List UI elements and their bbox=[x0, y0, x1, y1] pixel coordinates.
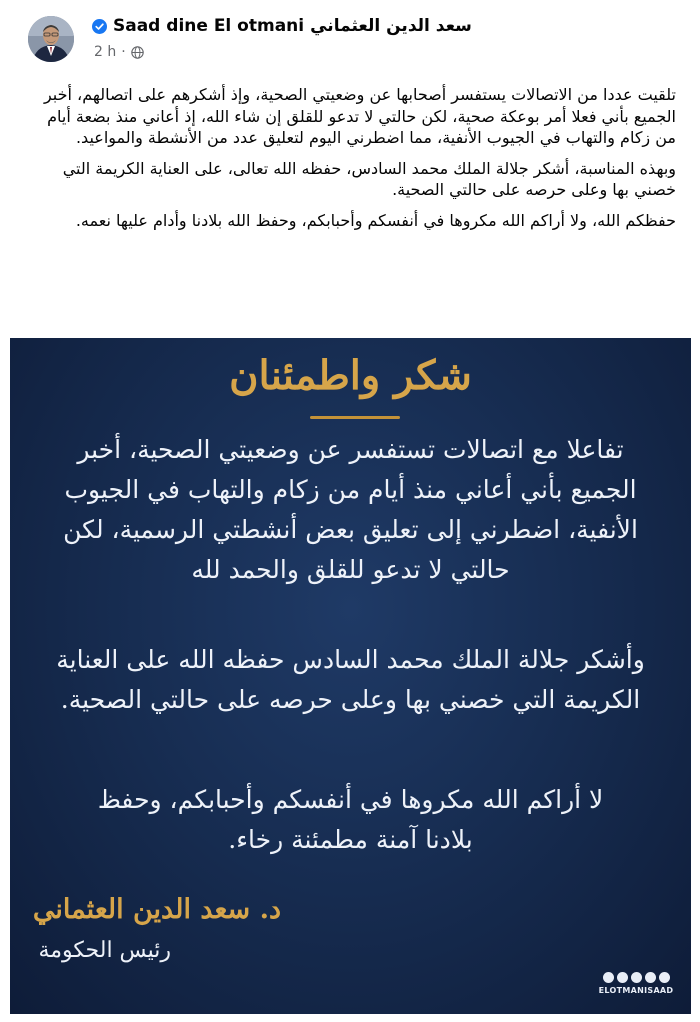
image-content bbox=[10, 338, 691, 1014]
post-paragraph: تلقيت عددا من الاتصالات يستفسر أصحابها عن وضعيتي الصحية، وإذ أشكرهم على اتصالهم، أخبر الجميع بأني فعلا أمر بوعكة صحية، لكن حالتي لا تدعو للقلق إن شاء الله، إذ أعاني منذ بضعة أيام من زكام والتهاب في الجيوب الأنفية، مما اضطرني اليوم لتعليق عدد من الأنشطة والمواعيد. bbox=[43, 85, 676, 147]
image-line: حالتي لا تدعو للقلق والحمد لله bbox=[191, 555, 510, 584]
signature-title: رئيس الحكومة bbox=[38, 938, 171, 963]
avatar-photo bbox=[28, 16, 74, 62]
post-meta bbox=[94, 44, 144, 60]
twitter-icon bbox=[617, 972, 628, 983]
post-text bbox=[24, 84, 676, 240]
social-icons bbox=[596, 972, 676, 983]
image-paragraph-1 bbox=[50, 430, 651, 590]
meta-separator: · bbox=[121, 44, 126, 60]
image-line: بلادنا آمنة مطمئنة رخاء. bbox=[228, 825, 473, 854]
author-name-arabic[interactable]: سعد الدين العثماني bbox=[310, 16, 472, 36]
social-footer bbox=[596, 972, 676, 995]
image-line: تفاعلا مع اتصالات تستفسر عن وضعيتي الصحية، أخبر bbox=[77, 435, 624, 464]
image-title: شكر واطمئنان bbox=[229, 352, 472, 399]
instagram-icon bbox=[645, 972, 656, 983]
image-line: لا أراكم الله مكروها في أنفسكم وأحبابكم، وحفظ bbox=[97, 785, 604, 814]
image-line: الجميع بأني أعاني منذ أيام من زكام والتهاب في الجيوب bbox=[64, 475, 637, 504]
author-name-latin[interactable]: Saad dine El otmani bbox=[113, 16, 305, 36]
image-paragraph-3 bbox=[50, 780, 651, 860]
image-line: وأشكر جلالة الملك محمد السادس حفظه الله على العناية bbox=[56, 645, 645, 674]
author-avatar[interactable] bbox=[28, 16, 74, 62]
post-timestamp[interactable]: 2 h bbox=[94, 44, 117, 60]
image-line: الأنفية، اضطرني إلى تعليق بعض أنشطتي الرسمية، لكن bbox=[63, 515, 638, 544]
post-header bbox=[0, 0, 700, 80]
signature-name: د. سعد الدين العثماني bbox=[32, 894, 281, 925]
title-underline bbox=[310, 416, 400, 419]
post-paragraph: وبهذه المناسبة، أشكر جلالة الملك محمد السادس، حفظه الله تعالى، على العناية الكريمة التي خصني بها وعلى حرصه على حالتي الصحية. bbox=[62, 158, 676, 199]
social-handle: ELOTMANISAAD bbox=[598, 986, 674, 995]
whatsapp-icon bbox=[659, 972, 670, 983]
post-paragraph: حفظكم الله، ولا أراكم الله مكروها في أنفسكم وأحبابكم، وحفظ الله بلادنا وأدام عليها نعمه. bbox=[75, 210, 676, 230]
image-line: الكريمة التي خصني بها وعلى حرصه على حالتي الصحية. bbox=[60, 685, 641, 714]
image-paragraph-2 bbox=[50, 640, 651, 720]
youtube-icon bbox=[631, 972, 642, 983]
verified-badge-icon bbox=[92, 19, 107, 34]
facebook-icon bbox=[603, 972, 614, 983]
globe-icon[interactable] bbox=[131, 46, 144, 59]
author-line bbox=[92, 16, 472, 36]
post-image[interactable] bbox=[10, 338, 691, 1014]
